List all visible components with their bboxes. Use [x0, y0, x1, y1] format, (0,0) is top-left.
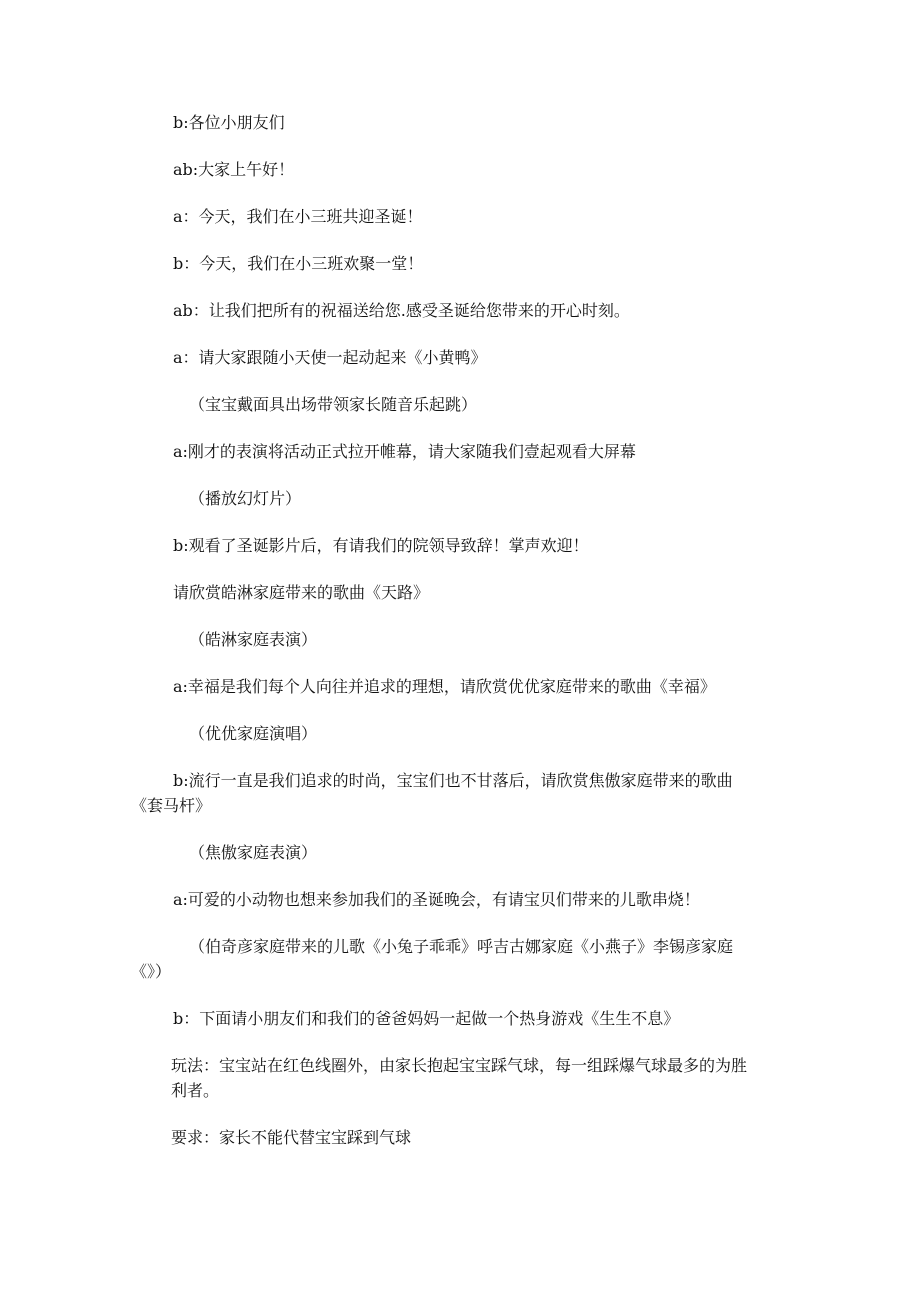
- paragraph-6: a：请大家跟随小天使一起动起来《小黄鸭》: [173, 348, 487, 367]
- paragraph-8: a:刚才的表演将活动正式拉开帷幕，请大家随我们壹起观看大屏幕: [173, 442, 636, 461]
- paragraph-20-line-1: 玩法：宝宝站在红色线圈外，由家长抱起宝宝踩气球，每一组踩爆气球最多的为胜: [171, 1056, 748, 1075]
- paragraph-2: ab:大家上午好！: [173, 160, 295, 179]
- paragraph-3: a：今天，我们在小三班共迎圣诞！: [173, 207, 423, 226]
- paragraph-9: （播放幻灯片）: [189, 489, 302, 508]
- paragraph-11: 请欣赏皓淋家庭带来的歌曲《天路》: [173, 583, 430, 602]
- document-body: [131, 110, 791, 1150]
- paragraph-7: （宝宝戴面具出场带领家长随音乐起跳）: [189, 395, 478, 414]
- paragraph-5: ab：让我们把所有的祝福送给您.感受圣诞给您带来的开心时刻。: [173, 301, 630, 320]
- paragraph-19: b：下面请小朋友们和我们的爸爸妈妈一起做一个热身游戏《生生不息》: [173, 1009, 680, 1028]
- paragraph-1: b:各位小朋友们: [173, 113, 285, 132]
- paragraph-18-line-1: （伯奇彦家庭带来的儿歌《小兔子乖乖》呼吉古娜家庭《小燕子》李锡彦家庭: [189, 937, 734, 956]
- paragraph-10: b:观看了圣诞影片后，有请我们的院领导致辞！掌声欢迎！: [173, 536, 589, 555]
- paragraph-13: a:幸福是我们每个人向往并追求的理想，请欣赏优优家庭带来的歌曲《幸福》: [173, 677, 716, 696]
- paragraph-18-line-2: 《》）: [131, 962, 172, 981]
- paragraph-14: （优优家庭演唱）: [189, 724, 318, 743]
- paragraph-15-line-1: b:流行一直是我们追求的时尚，宝宝们也不甘落后，请欣赏焦傲家庭带来的歌曲: [173, 771, 733, 790]
- paragraph-4: b：今天，我们在小三班欢聚一堂！: [173, 254, 424, 273]
- paragraph-20-line-2: 利者。: [171, 1081, 220, 1100]
- paragraph-21: 要求：家长不能代替宝宝踩到气球: [171, 1128, 412, 1147]
- paragraph-12: （皓淋家庭表演）: [189, 630, 318, 649]
- paragraph-17: a:可爱的小动物也想来参加我们的圣诞晚会，有请宝贝们带来的儿歌串烧！: [173, 890, 700, 909]
- paragraph-16: （焦傲家庭表演）: [189, 843, 318, 862]
- paragraph-15-line-2: 《套马杆》: [131, 796, 212, 815]
